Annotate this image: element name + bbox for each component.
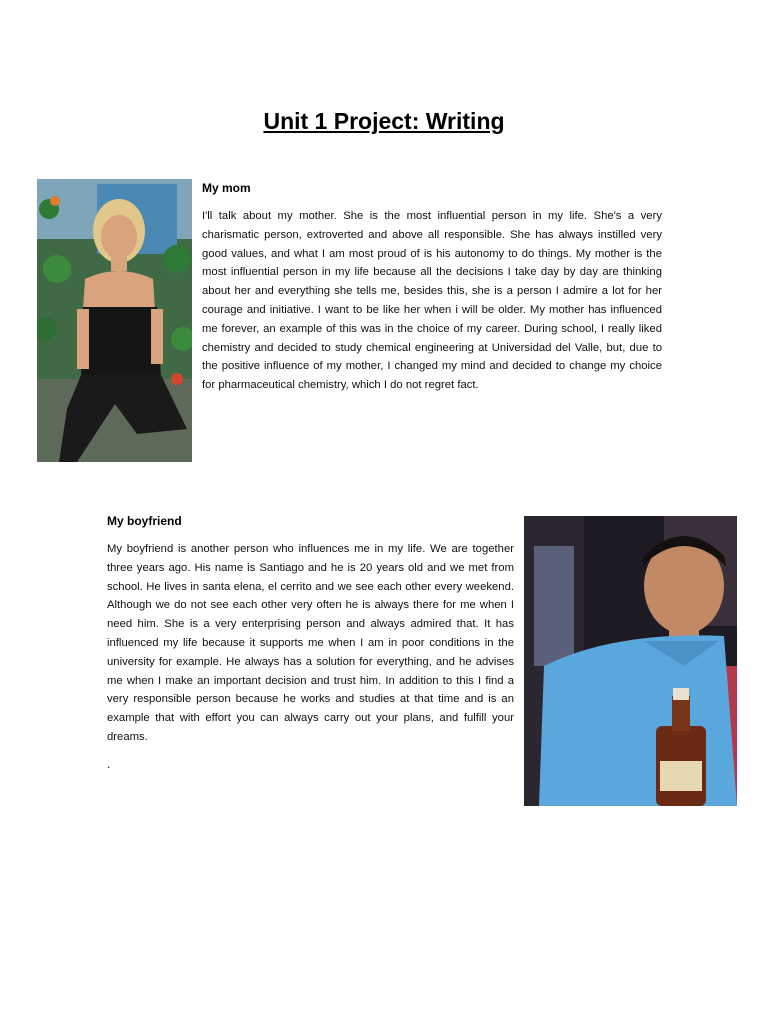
boyfriend-section-body: My boyfriend is another person who influences me in my life. We are together three years ago. His name is Santiago and he is 20 years old and we met from school. He lives in santa elena, el cerrito and we see each other every weekend. Although we do not see each other very often he is always there for me when I need him. She is a very enterprising person and always admired that. It has influenced my life because it supports me when I am in poor conditions in the university for example. He always has a solution for everything, and he advises me when I make an important decision and trust him. In addition to this I find a very responsible person because he works and studies at that time and is an example that with effort you can always carry out your plans, and fulfill your dreams. [107, 543, 514, 743]
boyfriend-photo [524, 516, 737, 806]
mom-section-body: I'll talk about my mother. She is the most influential person in my life. She's a very charismatic person, extroverted and above all responsible. She has always instilled very good values, and what I am most proud of is his autonomy to do things. My mother is the most influential person in my life because all the decisions I take day by day are thinking about her and everything she tells me, besides this, she is a person I admire a lot for her courage and initiative. I want to be like her when i will be older. My mother has influenced me forever, an example of this was in the choice of my career. During school, I really liked chemistry and decided to study chemical engineering at Universidad del Valle, but, due to the positive influence of my mother, I changed my mind and decided to change my choice for pharmaceutical chemistry, which I do not regret fact. [202, 210, 662, 392]
mom-section-heading: My mom [202, 181, 251, 195]
page-title: Unit 1 Project: Writing [263, 108, 505, 134]
boyfriend-section-heading: My boyfriend [107, 514, 182, 528]
trailing-period: . [107, 757, 111, 771]
mom-photo [37, 179, 192, 462]
